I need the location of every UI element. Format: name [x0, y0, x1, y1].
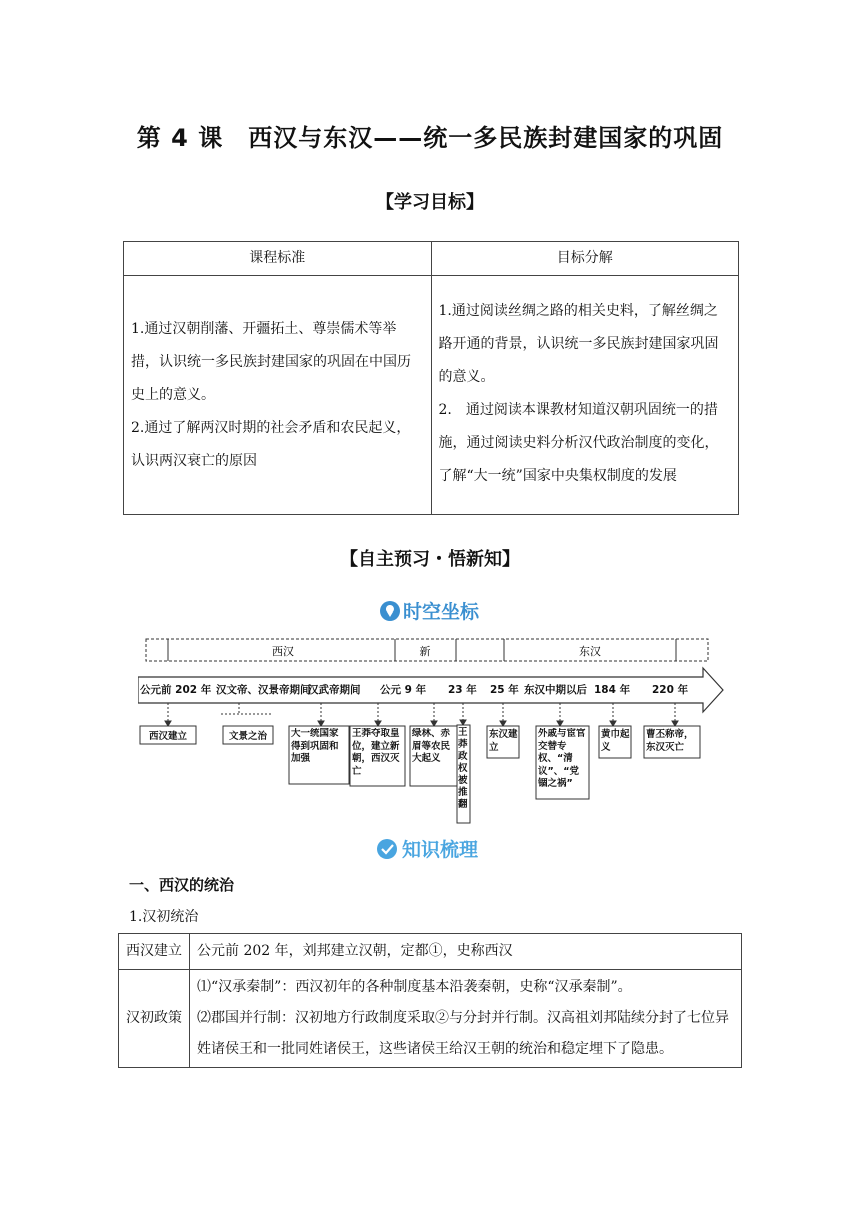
subsection-heading: 1.汉初统治 [129, 909, 199, 925]
check-icon [377, 839, 397, 859]
learning-goals-heading: 【学习目标】 [376, 192, 484, 213]
han-row-content: ⑵郡国并行制：汉初地方行政制度采取②与分封并行制。汉高祖刘邦陆续分封了七位异姓诸侯王和一批同姓诸侯王，这些诸侯王给汉王朝的统治和稳定埋下了隐患。 [197, 1010, 729, 1057]
timeline-mark: 25 年 [490, 684, 519, 696]
knowledge-banner [375, 834, 485, 864]
breakdown-item: 2. 通过阅读本课教材知道汉朝巩固统一的措施，通过阅读史料分析汉代政治制度的变化，了解“大一统”国家中央集权制度的发展 [438, 402, 719, 484]
han-row-label: 西汉建立 [119, 934, 190, 970]
timeline-banner [380, 600, 480, 623]
period-label: 西汉 [272, 645, 294, 658]
goals-header-breakdown: 目标分解 [431, 242, 739, 276]
standard-item: 1.通过汉朝削藩、开疆拓土、尊崇儒术等举措，认识统一多民族封建国家的巩固在中国历史上的意义。 [131, 320, 411, 403]
timeline-event: 王莽夺取皇位，建立新朝，西汉灭亡 [352, 728, 400, 777]
han-row-label: 汉初政策 [119, 970, 190, 1068]
timeline-event: 文景之治 [228, 731, 268, 742]
timeline-mark: 东汉中期以后 [524, 684, 587, 696]
period-label: 东汉 [579, 645, 601, 658]
lesson-title: 第 4 课 西汉与东汉——统一多民族封建国家的巩固 [136, 124, 724, 152]
timeline-mark: 23 年 [448, 684, 477, 696]
standard-item: 2.通过了解两汉时期的社会矛盾和农民起义，认识两汉衰亡的原因 [131, 419, 411, 469]
goals-table [123, 241, 739, 515]
timeline-mark: 公元前 202 年 [140, 684, 212, 696]
timeline-event: 东汉建立 [489, 729, 518, 753]
timeline-mark: 184 年 [594, 684, 631, 696]
timeline-event: 曹丕称帝，东汉灭亡 [646, 729, 694, 753]
preview-heading: 【自主预习・悟新知】 [340, 549, 520, 570]
section-heading: 一、西汉的统治 [129, 876, 235, 894]
timeline-event: 大一统国家得到巩固和加强 [291, 728, 339, 764]
goals-header-standard: 课程标准 [124, 242, 432, 276]
timeline-mark: 公元 9 年 [380, 684, 427, 696]
knowledge-banner-text: 知识梳理 [402, 839, 479, 861]
han-table [118, 933, 742, 1068]
han-row-content: 公元前 202 年，刘邦建立汉朝，定都①，史称西汉 [190, 934, 742, 970]
timeline-banner-text: 时空坐标 [403, 601, 480, 623]
han-row-content: ⑴“汉承秦制”：西汉初年的各种制度基本沿袭秦朝，史称“汉承秦制”。 [197, 979, 632, 995]
timeline-mark: 汉武帝期间 [308, 684, 361, 696]
timeline-event: 绿林、赤眉等农民大起义 [412, 728, 451, 764]
breakdown-item: 1.通过阅读丝绸之路的相关史料，了解丝绸之路开通的背景，认识统一多民族封建国家巩固的意义。 [438, 303, 719, 385]
timeline-event: 西汉建立 [148, 731, 188, 742]
timeline-event: 王莽政权被推翻 [458, 727, 468, 810]
timeline-mark: 汉文帝、汉景帝期间 [216, 684, 311, 696]
timeline-figure [138, 597, 728, 827]
timeline-event: 外戚与宦官交替专权、“清议”、“党锢之祸” [538, 728, 586, 789]
timeline-mark: 220 年 [652, 684, 689, 696]
period-label: 新 [419, 645, 431, 658]
timeline-event: 黄巾起义 [601, 729, 630, 753]
